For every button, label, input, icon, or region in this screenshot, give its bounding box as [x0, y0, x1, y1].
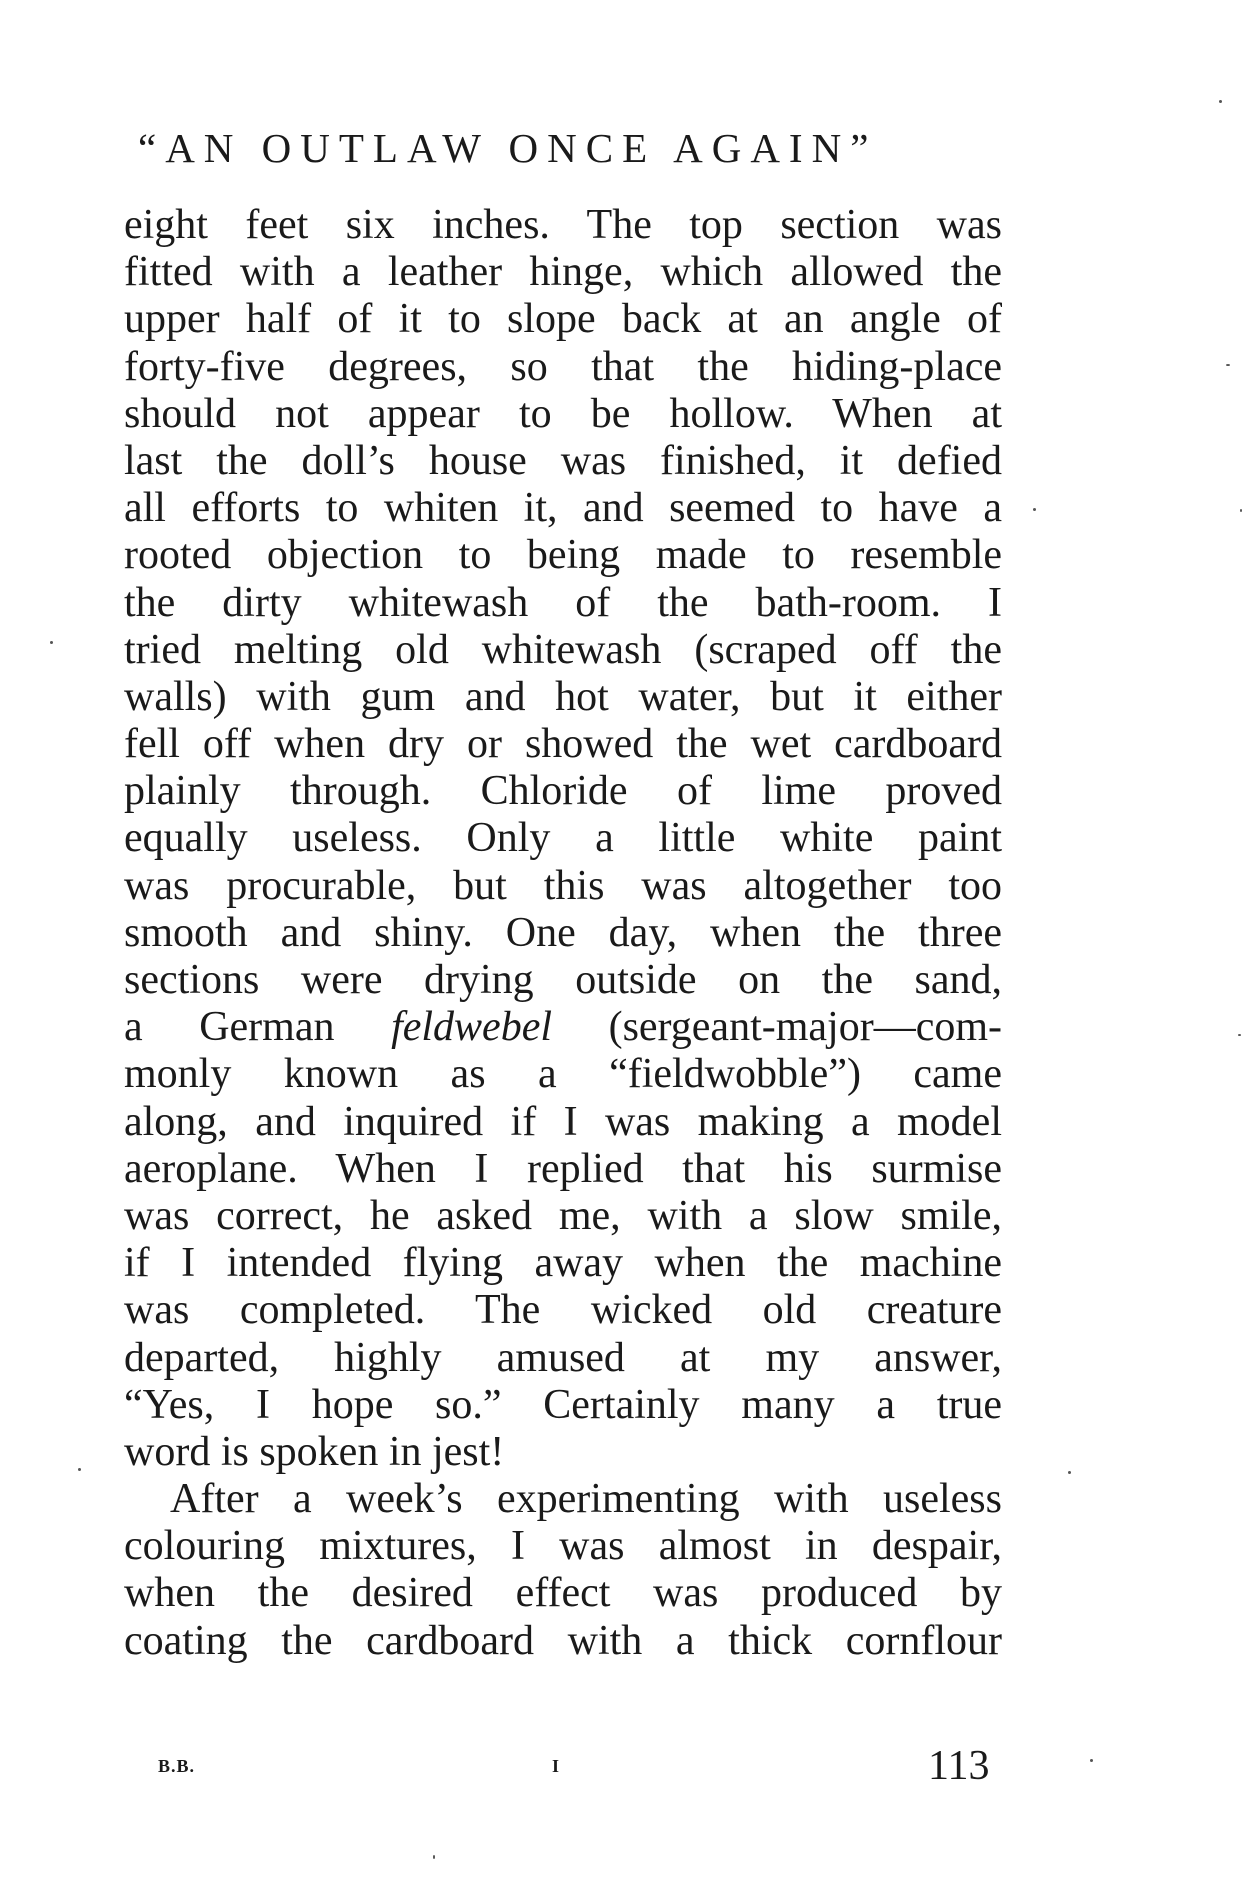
body-text — [124, 202, 1002, 1665]
text-line: equally useless. Only a little white paint — [124, 815, 1002, 862]
text-line: the dirty whitewash of the bath-room. I — [124, 579, 1002, 626]
text-line: “Yes, I hope so.” Certainly many a true — [124, 1381, 1002, 1428]
signature-mark: B.B. — [158, 1756, 196, 1776]
text-line: coating the cardboard with a thick cornflour — [124, 1617, 1002, 1664]
text-line-with-italic — [124, 1004, 1002, 1051]
text-line: departed, highly amused at my answer, — [124, 1334, 1002, 1381]
text-line: along, and inquired if I was making a model — [124, 1098, 1002, 1145]
running-head: “AN OUTLAW ONCE AGAIN” — [138, 125, 878, 171]
scan-speck — [433, 1855, 435, 1859]
text-line: walls) with gum and hot water, but it either — [124, 673, 1002, 720]
text-line: forty-five degrees, so that the hiding-place — [124, 343, 1002, 390]
text-line: fitted with a leather hinge, which allowed the — [124, 249, 1002, 296]
scan-speck — [1068, 1471, 1071, 1474]
text-line: was completed. The wicked old creature — [124, 1287, 1002, 1334]
text-line: should not appear to be hollow. When at — [124, 390, 1002, 437]
text-line: smooth and shiny. One day, when the three — [124, 909, 1002, 956]
text-line: eight feet six inches. The top section was — [124, 202, 1002, 248]
text-line: upper half of it to slope back at an angle of — [124, 296, 1002, 343]
scan-speck — [1238, 1034, 1241, 1036]
text-line: monly known as a “fieldwobble”) came — [124, 1051, 1002, 1098]
scan-speck — [1090, 1759, 1093, 1762]
text-line: all efforts to whiten it, and seemed to have a — [124, 485, 1002, 532]
text-line: was procurable, but this was altogether too — [124, 862, 1002, 909]
text-line: plainly through. Chloride of lime proved — [124, 768, 1002, 815]
scan-speck — [1240, 509, 1242, 512]
text-line: if I intended flying away when the machine — [124, 1240, 1002, 1287]
scan-speck — [1033, 508, 1036, 511]
scan-speck — [1226, 364, 1230, 366]
scan-speck — [50, 641, 53, 644]
text-line: word is spoken in jest! — [124, 1428, 505, 1475]
paragraph-start-line: After a week’s experimenting with useless — [170, 1476, 1002, 1523]
scan-speck — [1219, 100, 1222, 103]
line-segment: a German — [124, 1004, 392, 1051]
text-line: was correct, he asked me, with a slow smile, — [124, 1192, 1002, 1239]
text-line: fell off when dry or showed the wet cardboard — [124, 721, 1002, 768]
italic-term: feldwebel — [391, 1004, 553, 1051]
line-segment: (sergeant-major—com- — [552, 1004, 1002, 1051]
text-line: tried melting old whitewash (scraped off the — [124, 626, 1002, 673]
page-number: 113 — [928, 1743, 990, 1789]
text-line: last the doll’s house was finished, it defied — [124, 437, 1002, 484]
text-line: aeroplane. When I replied that his surmise — [124, 1145, 1002, 1192]
text-line: rooted objection to being made to resemble — [124, 532, 1002, 579]
text-line: sections were drying outside on the sand, — [124, 957, 1002, 1003]
text-line: colouring mixtures, I was almost in despair, — [124, 1523, 1002, 1570]
gathering-mark: I — [552, 1756, 560, 1776]
scan-speck — [78, 1468, 81, 1471]
text-line: when the desired effect was produced by — [124, 1570, 1002, 1617]
